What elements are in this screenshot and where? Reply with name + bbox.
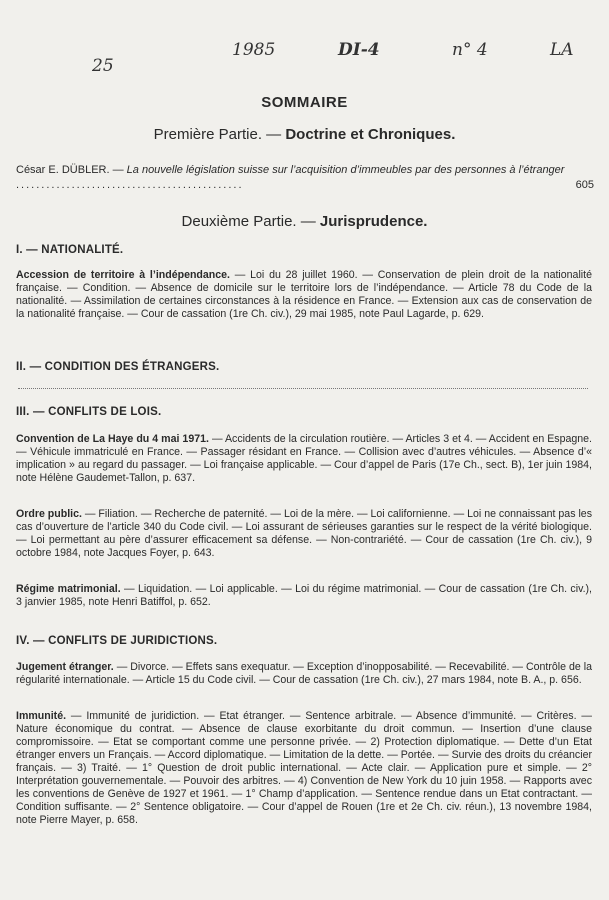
leader-dots: ............................................. bbox=[16, 179, 244, 191]
section-conflits-juridictions: IV. — CONFLITS DE JURIDICTIONS. bbox=[16, 635, 218, 647]
section-conflits-lois: III. — CONFLITS DE LOIS. bbox=[16, 406, 162, 418]
handwritten-mark-4: n° 4 bbox=[452, 40, 488, 60]
article-title: La nouvelle législation suisse sur l’acquisition d’immeubles par des personnes à l’étranger bbox=[126, 164, 565, 176]
author-name: César E. DÜBLER. — bbox=[16, 164, 124, 176]
entry-lead: Convention de La Haye du 4 mai 1971. bbox=[16, 433, 209, 445]
part-one-name: Doctrine et Chroniques. bbox=[285, 126, 456, 143]
handwritten-mark-1: 25 bbox=[92, 56, 114, 76]
handwritten-mark-5: LA bbox=[550, 40, 574, 60]
handwritten-mark-3: DI-4 bbox=[338, 40, 380, 60]
part-two-heading bbox=[0, 213, 609, 230]
handwritten-mark-2: 1985 bbox=[232, 40, 276, 60]
entry-text: — Divorce. — Effets sans exequatur. — Exception d’inopposabilité. — Recevabilité. — Contrôle de la régularité internationale. — Article 15 du Code civil. — Cour de cassation (1re Ch. civ.), 27 mars 1984, note B. A., p. 656. bbox=[16, 661, 592, 686]
entry-convention-la-haye bbox=[16, 433, 592, 485]
section-nationalite: I. — NATIONALITÉ. bbox=[16, 244, 124, 256]
page-number: 605 bbox=[575, 179, 594, 191]
entry-text: — Accidents de la circulation routière. — Articles 3 et 4. — Accident en Espagne. — Véhicule immatriculé en France. — Passager résidant en France. — Collision avec d’autres véhicules. — Absence d’« implication » au regard du passager. — Loi française applicable. — Cour d’appel de Paris (17e Ch., sect. B), 1er juin 1984, note Hélène Gaudemet-Tallon, p. 637. bbox=[16, 433, 592, 484]
entry-jugement-etranger bbox=[16, 661, 592, 687]
part-one-heading bbox=[0, 126, 609, 143]
part-one-prefix: Première Partie. — bbox=[153, 126, 286, 143]
entry-text: — Filiation. — Recherche de paternité. — Loi de la mère. — Loi californienne. — Loi ne connaissant pas les cas d’ouverture de l’article 340 du Code civil. — Loi assurant de sérieuses garanties sur le respect de la vérité biologique. — Loi permettant au père d’assurer efficacement sa défense. — Non-contrariété. — Cour de cassation (1re Ch. civ.), 9 octobre 1984, note Jacques Foyer, p. 643. bbox=[16, 508, 592, 559]
part-two-prefix: Deuxième Partie. — bbox=[181, 213, 320, 230]
entry-immunite bbox=[16, 710, 592, 827]
entry-accession bbox=[16, 269, 592, 321]
entry-lead: Immunité. bbox=[16, 710, 67, 722]
entry-ordre-public bbox=[16, 508, 592, 560]
entry-lead: Ordre public. bbox=[16, 508, 82, 520]
dotted-leader bbox=[18, 388, 588, 389]
entry-lead: Régime matrimonial. bbox=[16, 583, 121, 595]
section-condition-etrangers: II. — CONDITION DES ÉTRANGERS. bbox=[16, 361, 220, 373]
entry-lead: Jugement étranger. bbox=[16, 661, 114, 673]
entry-text: — Immunité de juridiction. — Etat étranger. — Sentence arbitrale. — Absence d’immunité. — Critères. — Nature économique du contrat. — Absence de clause exorbitante du droit commun. — Insertion d’une clause compromissoire. — Etat se comportant comme une personne privée. — 2) Protection diplomatique. — Dette d’un Etat étranger envers un Français. — Accord diplomatique. — Limitation de la dette. — Portée. — Survie des droits du créancier français. — 3) Traité. — 1° Question de droit public international. — Acte clair. — Application pure et simple. — 2° Interprétation gouvernementale. — Pouvoir des arbitres. — 4) Convention de New York du 10 juin 1958. — Rapports avec les conventions de Genève de 1927 et 1961. — 1° Champ d’application. — Sentence rendue dans un Etat contractant. — Condition suffisante. — 2° Sentence obligatoire. — Cour d’appel de Rouen (1re et 2e Ch. civ. réun.), 13 novembre 1984, note Pierre Mayer, p. 658. bbox=[16, 710, 592, 826]
entry-text: — Liquidation. — Loi applicable. — Loi du régime matrimonial. — Cour de cassation (1re Ch. civ.), 3 janvier 1985, note Henri Batiffol, p. 652. bbox=[16, 583, 592, 608]
entry-text: — Loi du 28 juillet 1960. — Conservation de plein droit de la nationalité française. — Condition. — Absence de domicile sur le territoire lors de l’indépendance. — Article 78 du Code de la nationalité. — Assimilation de certaines circonstances à la résidence en France. — Extension aux cas de conservation de la nationalité française. — Cour de cassation (1re Ch. civ.), 29 mai 1985, note Paul Lagarde, p. 629. bbox=[16, 269, 592, 320]
author-entry bbox=[16, 163, 594, 193]
part-two-name: Jurisprudence. bbox=[319, 213, 428, 230]
entry-lead: Accession de territoire à l’indépendance. bbox=[16, 269, 230, 281]
entry-regime-matrimonial bbox=[16, 583, 592, 609]
page-title: SOMMAIRE bbox=[261, 94, 348, 111]
